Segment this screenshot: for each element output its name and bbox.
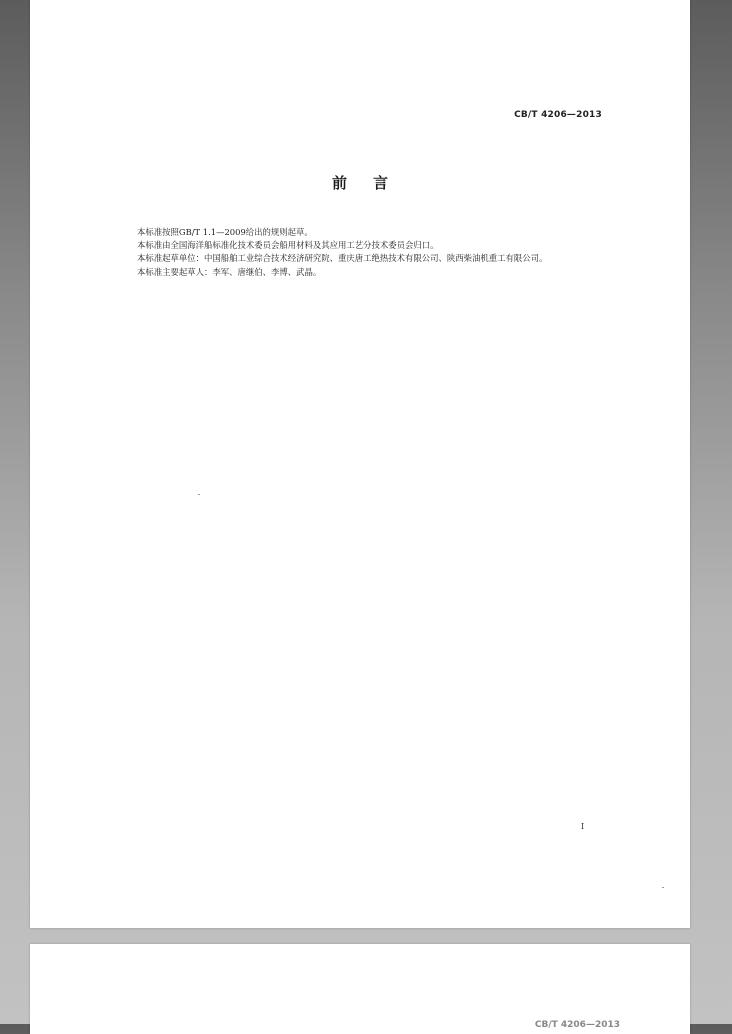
paragraph-drafting-rules: 本标准按照GB/T 1.1—2009给出的规则起草。: [137, 227, 313, 237]
standard-code: CB/T 4206—2013: [514, 110, 602, 120]
scan-speck: [662, 887, 664, 888]
page-number: I: [581, 822, 585, 831]
document-page-1: [30, 0, 690, 928]
document-page-2: [30, 944, 690, 1034]
foreword-body: [116, 226, 604, 279]
paragraph-drafting-units: 本标准起草单位：中国船舶工业综合技术经济研究院、重庆唐工绝热技术有限公司、陕西柴油机重工有限公司。: [137, 253, 548, 264]
next-page-standard-code: CB/T 4206—2013: [534, 1020, 620, 1030]
scan-speck: [198, 494, 200, 495]
paragraph-jurisdiction: 本标准由全国海洋船标准化技术委员会船用材料及其应用工艺分技术委员会归口。: [137, 240, 439, 251]
page-title: 前言: [331, 174, 414, 192]
paragraph-drafters: 本标准主要起草人：李军、唐继伯、李博、武晶。: [137, 266, 322, 277]
